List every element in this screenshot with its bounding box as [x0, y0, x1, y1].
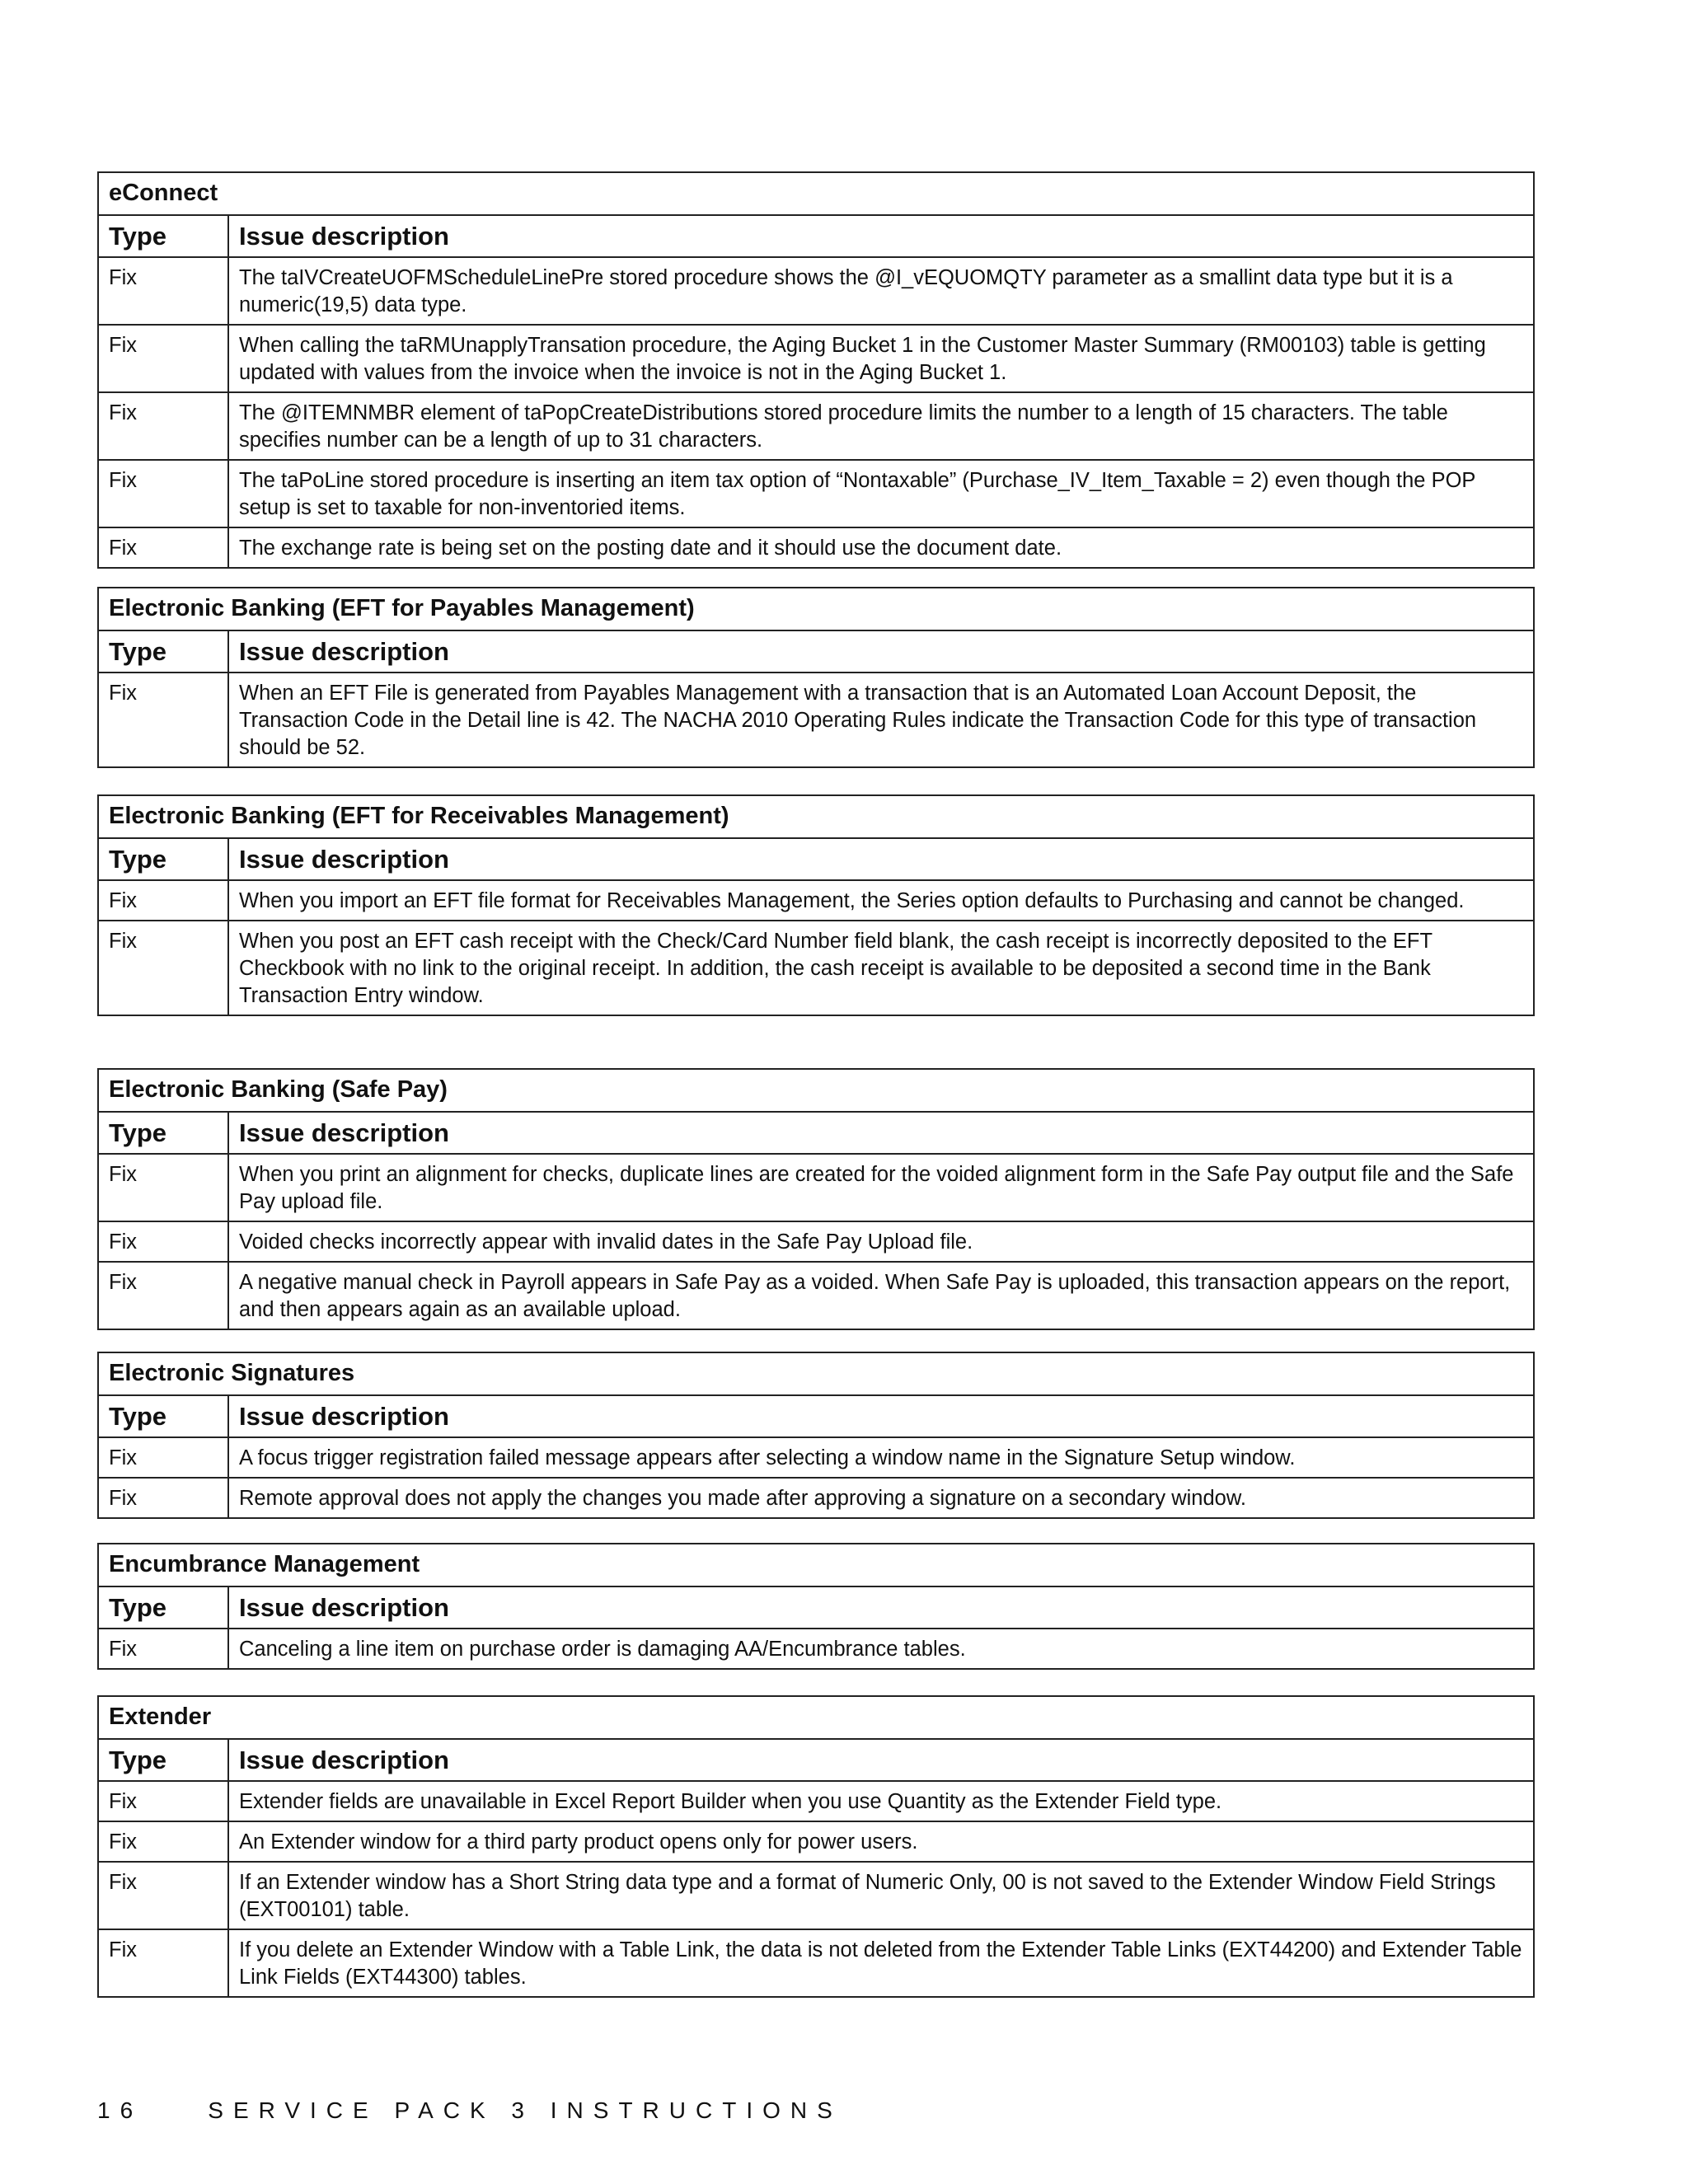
page-footer [97, 2097, 842, 2124]
column-header-issue-description: Issue description [228, 838, 1534, 880]
issue-type-cell: Fix [98, 1862, 228, 1929]
column-header-row [98, 1112, 1534, 1154]
section-table [97, 794, 1535, 1016]
table-row [98, 880, 1534, 921]
table-row [98, 1629, 1534, 1669]
table-row [98, 1781, 1534, 1821]
column-header-type: Type [98, 1112, 228, 1154]
issue-description-cell: Remote approval does not apply the changes you made after approving a signature on a secondary window. [228, 1478, 1534, 1518]
table-row [98, 527, 1534, 568]
issue-type-cell: Fix [98, 921, 228, 1015]
issue-description-cell: A focus trigger registration failed message appears after selecting a window name in the Signature Setup window. [228, 1437, 1534, 1478]
column-header-issue-description: Issue description [228, 215, 1534, 257]
issue-description-cell: An Extender window for a third party product opens only for power users. [228, 1821, 1534, 1862]
section-title-row [98, 1696, 1534, 1739]
issue-type-cell: Fix [98, 1629, 228, 1669]
column-header-issue-description: Issue description [228, 1739, 1534, 1781]
issue-type-cell: Fix [98, 1929, 228, 1997]
issue-type-cell: Fix [98, 880, 228, 921]
table-row [98, 1929, 1534, 1997]
column-header-issue-description: Issue description [228, 1395, 1534, 1437]
table-row [98, 1862, 1534, 1929]
table-row [98, 1221, 1534, 1262]
section-title-row [98, 1069, 1534, 1112]
table-row [98, 325, 1534, 392]
table-row [98, 673, 1534, 767]
issue-type-cell: Fix [98, 1154, 228, 1221]
column-header-issue-description: Issue description [228, 1586, 1534, 1629]
section-title-row [98, 1544, 1534, 1586]
section-title-row [98, 588, 1534, 630]
issue-description-cell: If you delete an Extender Window with a Table Link, the data is not deleted from the Extender Table Links (EXT44200) and Extender Table Link Fields (EXT44300) tables. [228, 1929, 1534, 1997]
column-header-type: Type [98, 630, 228, 673]
issue-description-cell: When you print an alignment for checks, duplicate lines are created for the voided alignment form in the Safe Pay output file and the Safe Pay upload file. [228, 1154, 1534, 1221]
section-table [97, 1352, 1535, 1519]
section-title: Extender [98, 1696, 1534, 1739]
issue-description-cell: If an Extender window has a Short String data type and a format of Numeric Only, 00 is not saved to the Extender Window Field Strings (EXT00101) table. [228, 1862, 1534, 1929]
section-title: Electronic Banking (EFT for Receivables Management) [98, 795, 1534, 838]
issue-description-cell: Extender fields are unavailable in Excel Report Builder when you use Quantity as the Extender Field type. [228, 1781, 1534, 1821]
issue-type-cell: Fix [98, 1262, 228, 1329]
section-table [97, 1695, 1535, 1998]
issue-type-cell: Fix [98, 1437, 228, 1478]
issue-type-cell: Fix [98, 392, 228, 460]
issue-description-cell: When calling the taRMUnapplyTransation procedure, the Aging Bucket 1 in the Customer Master Summary (RM00103) table is getting updated with values from the invoice when the invoice is not in the Aging Bucket 1. [228, 325, 1534, 392]
issue-description-cell: The @ITEMNMBR element of taPopCreateDistributions stored procedure limits the number to a length of 15 characters. The table specifies number can be a length of up to 31 characters. [228, 392, 1534, 460]
column-header-type: Type [98, 838, 228, 880]
section-title-row [98, 795, 1534, 838]
table-row [98, 1154, 1534, 1221]
issue-description-cell: The taPoLine stored procedure is inserting an item tax option of “Nontaxable” (Purchase_IV_Item_Taxable = 2) even though the POP setup is set to taxable for non-inventoried items. [228, 460, 1534, 527]
section-table [97, 587, 1535, 768]
issue-type-cell: Fix [98, 1821, 228, 1862]
section-table [97, 1068, 1535, 1330]
issue-type-cell: Fix [98, 1781, 228, 1821]
section-table [97, 171, 1535, 569]
column-header-issue-description: Issue description [228, 1112, 1534, 1154]
issue-description-cell: The exchange rate is being set on the posting date and it should use the document date. [228, 527, 1534, 568]
column-header-row [98, 215, 1534, 257]
issue-description-cell: Voided checks incorrectly appear with invalid dates in the Safe Pay Upload file. [228, 1221, 1534, 1262]
issue-description-cell: The taIVCreateUOFMScheduleLinePre stored procedure shows the @I_vEQUOMQTY parameter as a smallint data type but it is a numeric(19,5) data type. [228, 257, 1534, 325]
issue-type-cell: Fix [98, 460, 228, 527]
section-title: Electronic Banking (Safe Pay) [98, 1069, 1534, 1112]
column-header-row [98, 630, 1534, 673]
issue-type-cell: Fix [98, 325, 228, 392]
table-row [98, 460, 1534, 527]
section-table [97, 1543, 1535, 1670]
column-header-row [98, 1739, 1534, 1781]
table-row [98, 1262, 1534, 1329]
issue-type-cell: Fix [98, 1221, 228, 1262]
table-row [98, 1437, 1534, 1478]
issue-type-cell: Fix [98, 527, 228, 568]
table-row [98, 921, 1534, 1015]
section-title: eConnect [98, 172, 1534, 215]
issue-type-cell: Fix [98, 673, 228, 767]
column-header-type: Type [98, 1395, 228, 1437]
section-title: Electronic Signatures [98, 1352, 1534, 1395]
issue-description-cell: When an EFT File is generated from Payables Management with a transaction that is an Automated Loan Account Deposit, the Transaction Code in the Detail line is 42. The NACHA 2010 Operating Rules indicate the Transaction Code for this type of transaction should be 52. [228, 673, 1534, 767]
table-row [98, 1821, 1534, 1862]
issue-type-cell: Fix [98, 257, 228, 325]
section-title-row [98, 172, 1534, 215]
issue-description-cell: Canceling a line item on purchase order is damaging AA/Encumbrance tables. [228, 1629, 1534, 1669]
section-title-row [98, 1352, 1534, 1395]
column-header-type: Type [98, 1586, 228, 1629]
column-header-row [98, 1395, 1534, 1437]
column-header-type: Type [98, 1739, 228, 1781]
table-row [98, 1478, 1534, 1518]
section-title: Encumbrance Management [98, 1544, 1534, 1586]
issue-description-cell: A negative manual check in Payroll appears in Safe Pay as a voided. When Safe Pay is uploaded, this transaction appears on the report, and then appears again as an available upload. [228, 1262, 1534, 1329]
column-header-issue-description: Issue description [228, 630, 1534, 673]
column-header-type: Type [98, 215, 228, 257]
section-title: Electronic Banking (EFT for Payables Management) [98, 588, 1534, 630]
issue-type-cell: Fix [98, 1478, 228, 1518]
page-number: 16 [97, 2097, 143, 2123]
document-title: SERVICE PACK 3 INSTRUCTIONS [208, 2097, 842, 2123]
issue-description-cell: When you import an EFT file format for Receivables Management, the Series option defaults to Purchasing and cannot be changed. [228, 880, 1534, 921]
column-header-row [98, 838, 1534, 880]
table-row [98, 392, 1534, 460]
table-row [98, 257, 1534, 325]
issue-description-cell: When you post an EFT cash receipt with the Check/Card Number field blank, the cash receipt is incorrectly deposited to the EFT Checkbook with no link to the original receipt. In addition, the cash receipt is available to be deposited a second time in the Bank Transaction Entry window. [228, 921, 1534, 1015]
column-header-row [98, 1586, 1534, 1629]
